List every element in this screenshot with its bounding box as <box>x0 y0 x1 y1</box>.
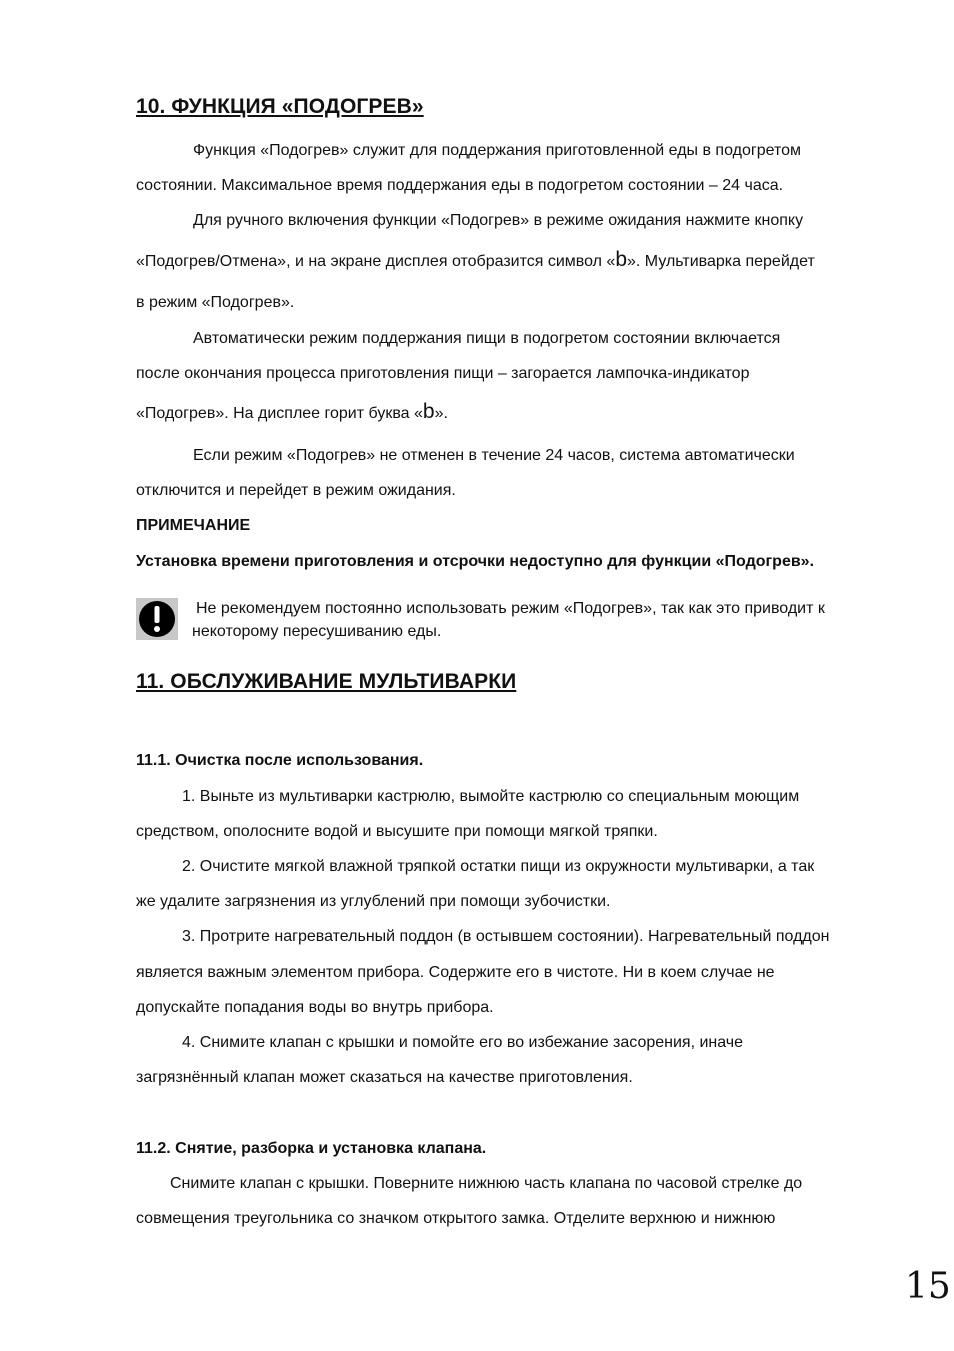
paragraph-line: после окончания процесса приготовления пищи – загорается лампочка-индикатор <box>136 365 750 382</box>
page-number: 15 <box>905 1266 951 1307</box>
paragraph-line: совмещения треугольника со значком открытого замка. Отделите верхнюю и нижнюю <box>136 1210 776 1227</box>
subsection-title: 11.1. Очистка после использования. <box>136 752 424 769</box>
text-span: «Подогрев». На дисплее горит буква « <box>136 405 423 422</box>
paragraph-line: отключится и перейдет в режим ожидания. <box>136 482 456 499</box>
section-11-title: 11. ОБСЛУЖИВАНИЕ МУЛЬТИВАРКИ <box>136 670 517 693</box>
display-symbol-b: b <box>615 248 628 271</box>
list-item-line: 2. Очистите мягкой влажной тряпкой остатки пищи из окружности мультиварки, а так <box>182 858 815 875</box>
paragraph-line: Функция «Подогрев» служит для поддержания приготовленной еды в подогретом <box>193 142 802 159</box>
list-item-line: 4. Снимите клапан с крышки и помойте его во избежание засорения, иначе <box>182 1034 744 1051</box>
list-item-line: загрязнённый клапан может сказаться на качестве приготовления. <box>136 1069 633 1086</box>
paragraph-line: Если режим «Подогрев» не отменен в течение 24 часов, система автоматически <box>193 447 795 464</box>
list-item-line: же удалите загрязнения из углублений при помощи зубочистки. <box>136 893 611 910</box>
warning-icon <box>136 598 178 640</box>
warning-text: Не рекомендуем постоянно использовать режим «Подогрев», так как это приводит к <box>196 600 825 617</box>
subsection-title: 11.2. Снятие, разборка и установка клапана. <box>136 1140 487 1157</box>
paragraph-line <box>136 402 448 424</box>
display-symbol-b: b <box>422 400 435 423</box>
list-item-line: средством, ополосните водой и высушите при помощи мягкой тряпки. <box>136 823 658 840</box>
section-10-title: 10. ФУНКЦИЯ «ПОДОГРЕВ» <box>136 95 424 118</box>
text-span: ». <box>434 405 448 422</box>
note-title: ПРИМЕЧАНИЕ <box>136 517 251 534</box>
paragraph-line: состоянии. Максимальное время поддержания еды в подогретом состоянии – 24 часа. <box>136 177 784 194</box>
list-item-line: 1. Выньте из мультиварки кастрюлю, вымойте кастрюлю со специальным моющим <box>182 788 800 805</box>
paragraph-line <box>136 250 815 272</box>
paragraph-line: в режим «Подогрев». <box>136 294 295 311</box>
list-item-line: допускайте попадания воды во внутрь прибора. <box>136 999 494 1016</box>
list-item-line: 3. Протрите нагревательный поддон (в остывшем состоянии). Нагревательный поддон <box>182 928 830 945</box>
text-span: «Подогрев/Отмена», и на экране дисплея отобразится символ « <box>136 253 616 270</box>
paragraph-line: Снимите клапан с крышки. Поверните нижнюю часть клапана по часовой стрелке до <box>170 1175 803 1192</box>
paragraph-line: Для ручного включения функции «Подогрев» в режиме ожидания нажмите кнопку <box>193 212 804 229</box>
warning-text: некоторому пересушиванию еды. <box>192 623 442 640</box>
note-text: Установка времени приготовления и отсрочки недоступно для функции «Подогрев». <box>136 553 815 570</box>
text-span: ». Мультиварка перейдет <box>627 253 815 270</box>
paragraph-line: Автоматически режим поддержания пищи в подогретом состоянии включается <box>193 330 781 347</box>
list-item-line: является важным элементом прибора. Содержите его в чистоте. Ни в коем случае не <box>136 964 775 981</box>
